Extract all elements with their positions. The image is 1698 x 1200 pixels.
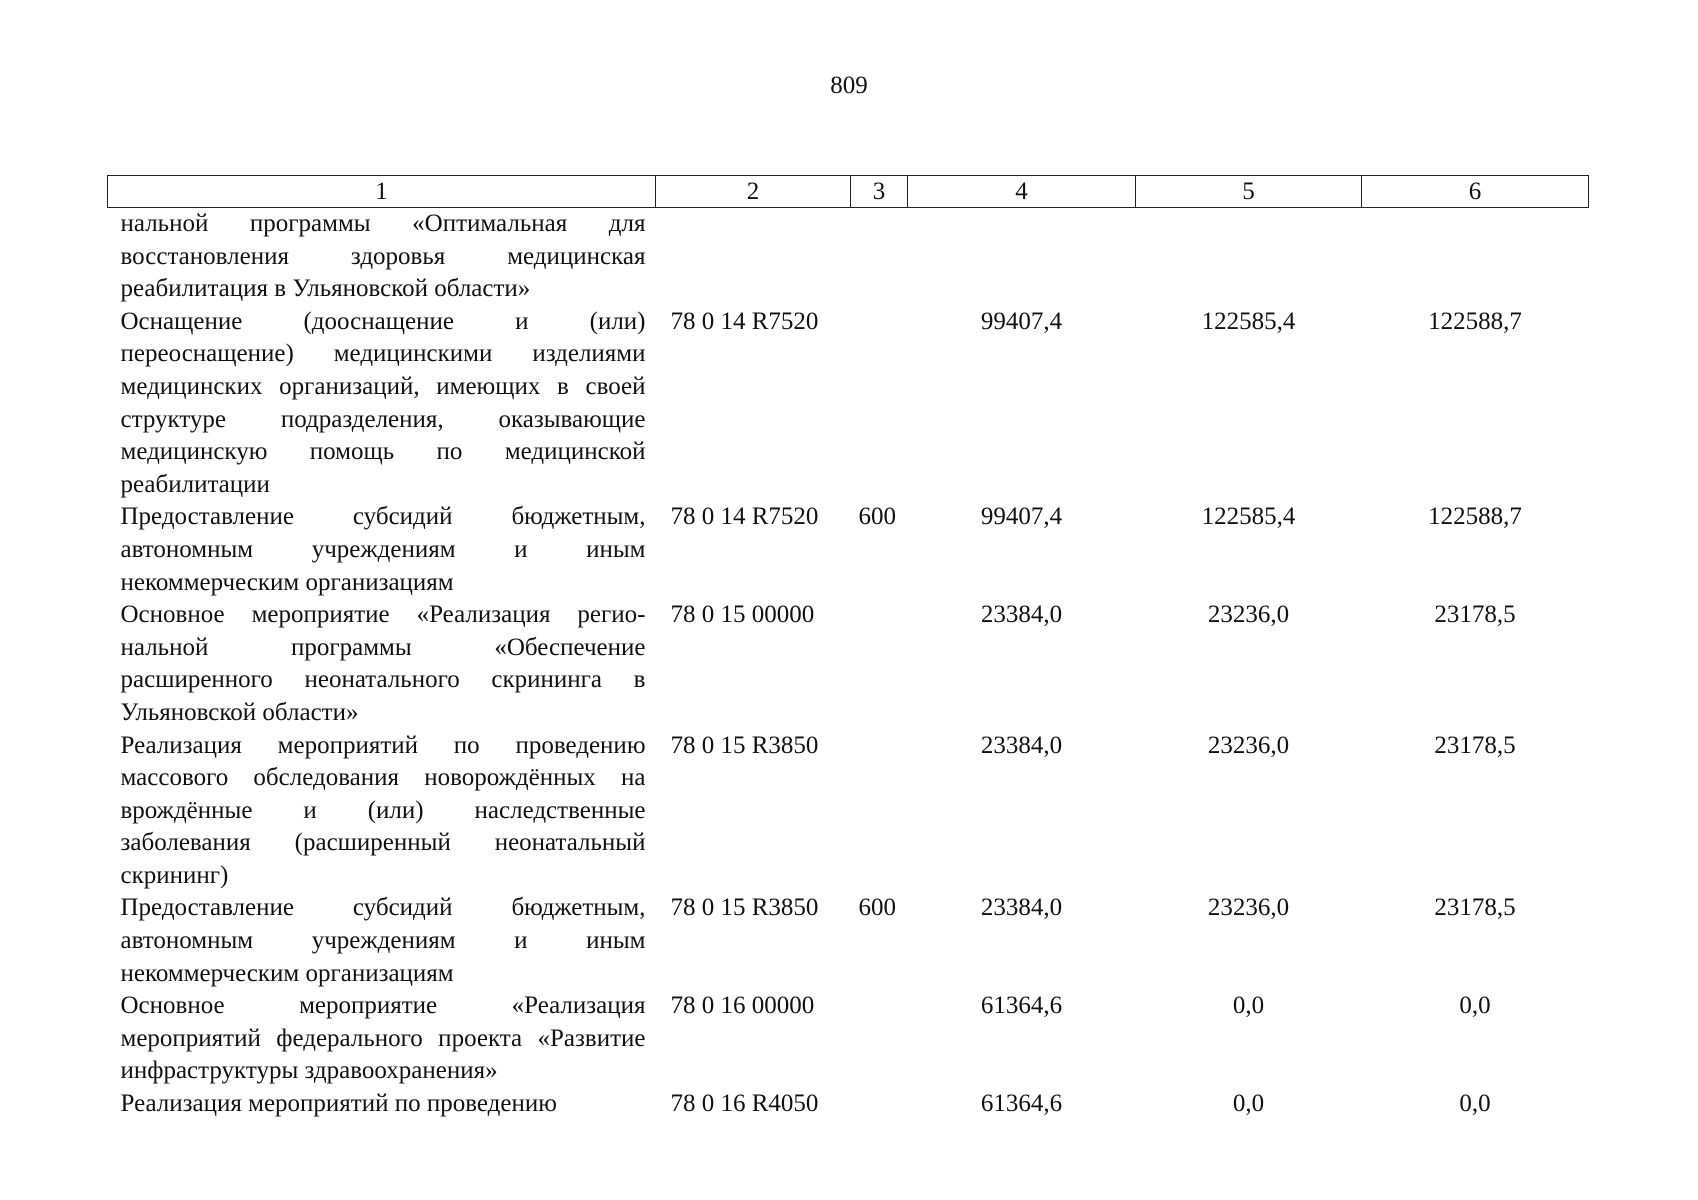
row-name: Предоставление субсидий бюджетным, автономным учреждениям и иным некоммерческим организациям (120, 894, 646, 987)
header-col-1: 1 (108, 176, 656, 208)
row-value-1: 61364,6 (980, 1090, 1063, 1118)
row-value-1: 23384,0 (980, 601, 1063, 629)
row-value-1: 99407,4 (980, 503, 1063, 531)
row-code: 78 0 15 R3850 (670, 894, 819, 922)
row-name: Предоставление субсидий бюджетным, автономным учреждениям и иным некоммерческим организациям (120, 503, 646, 596)
row-code: 78 0 15 00000 (670, 601, 815, 629)
row-expense-type (851, 306, 908, 502)
table-row (108, 730, 1589, 893)
row-expense-type (851, 730, 908, 893)
table-header-row (108, 176, 1589, 208)
page-number: 809 (830, 72, 868, 99)
row-code: 78 0 14 R7520 (670, 307, 819, 335)
table-row (108, 306, 1589, 502)
row-value-1: 23384,0 (980, 731, 1063, 759)
row-value-1: 23384,0 (980, 894, 1063, 922)
header-col-6: 6 (1362, 176, 1589, 208)
header-col-3: 3 (851, 176, 908, 208)
table-row (108, 892, 1589, 990)
row-code: 78 0 14 R7520 (670, 503, 819, 531)
row-value-2: 23236,0 (1207, 731, 1290, 759)
row-value-3: 122588,7 (1428, 503, 1522, 531)
row-expense-type (851, 1088, 908, 1121)
row-value-2 (1136, 208, 1362, 306)
header-col-5: 5 (1136, 176, 1362, 208)
row-expense-type: 600 (858, 894, 896, 922)
row-code: 78 0 16 R4050 (670, 1090, 819, 1118)
budget-table (107, 175, 1589, 1121)
row-value-1: 99407,4 (980, 307, 1063, 335)
row-value-2: 23236,0 (1207, 601, 1290, 629)
row-value-3: 122588,7 (1428, 307, 1522, 335)
header-col-4: 4 (908, 176, 1136, 208)
row-value-3 (1362, 208, 1589, 306)
row-code: 78 0 16 00000 (670, 992, 815, 1020)
row-value-2: 122585,4 (1201, 307, 1296, 335)
row-value-2: 0,0 (1232, 992, 1265, 1020)
row-value-1 (908, 208, 1136, 306)
row-name: Основное мероприятие «Реализация мероприятий федерального проекта «Развитие инфраструктуры здравоохранения» (120, 992, 646, 1085)
table-row (108, 990, 1589, 1088)
row-name: Оснащение (дооснащение и (или) переоснащение) медицинскими изделиями медицинских организаций, имеющих в своей структуре подразделения, оказывающие медицинскую помощь по медицинской реабилитации (120, 307, 646, 498)
row-value-3: 0,0 (1459, 1090, 1491, 1118)
row-name: Реализация мероприятий по проведению (120, 1090, 557, 1118)
row-name: нальной программы «Оптимальная для восстановления здоровья медицинская реабилитация в Ульяновской области» (120, 210, 646, 303)
row-value-2: 23236,0 (1207, 894, 1290, 922)
row-value-3: 0,0 (1459, 992, 1491, 1020)
row-value-2: 122585,4 (1201, 503, 1296, 531)
row-expense-type (851, 599, 908, 729)
row-expense-type (851, 208, 908, 306)
row-name: Реализация мероприятий по проведению массового обследования новорождённых на врождённые и (или) наследственные заболевания (расширенный неонатальный скрининг) (120, 731, 646, 889)
row-expense-type: 600 (858, 503, 896, 531)
row-code: 78 0 15 R3850 (670, 731, 819, 759)
row-expense-type (851, 990, 908, 1088)
table-row (108, 599, 1589, 729)
row-value-2: 0,0 (1232, 1090, 1265, 1118)
row-value-3: 23178,5 (1434, 894, 1516, 922)
row-value-3: 23178,5 (1434, 731, 1516, 759)
row-name: Основное мероприятие «Реализация региональной программы «Обеспечение расширенного неонатального скрининга в Ульяновской области» (120, 601, 646, 726)
table-row (108, 208, 1589, 306)
row-code (656, 208, 851, 306)
header-col-2: 2 (656, 176, 851, 208)
table-row (108, 501, 1589, 599)
table-row (108, 1088, 1589, 1121)
row-value-1: 61364,6 (980, 992, 1063, 1020)
row-value-3: 23178,5 (1434, 601, 1516, 629)
